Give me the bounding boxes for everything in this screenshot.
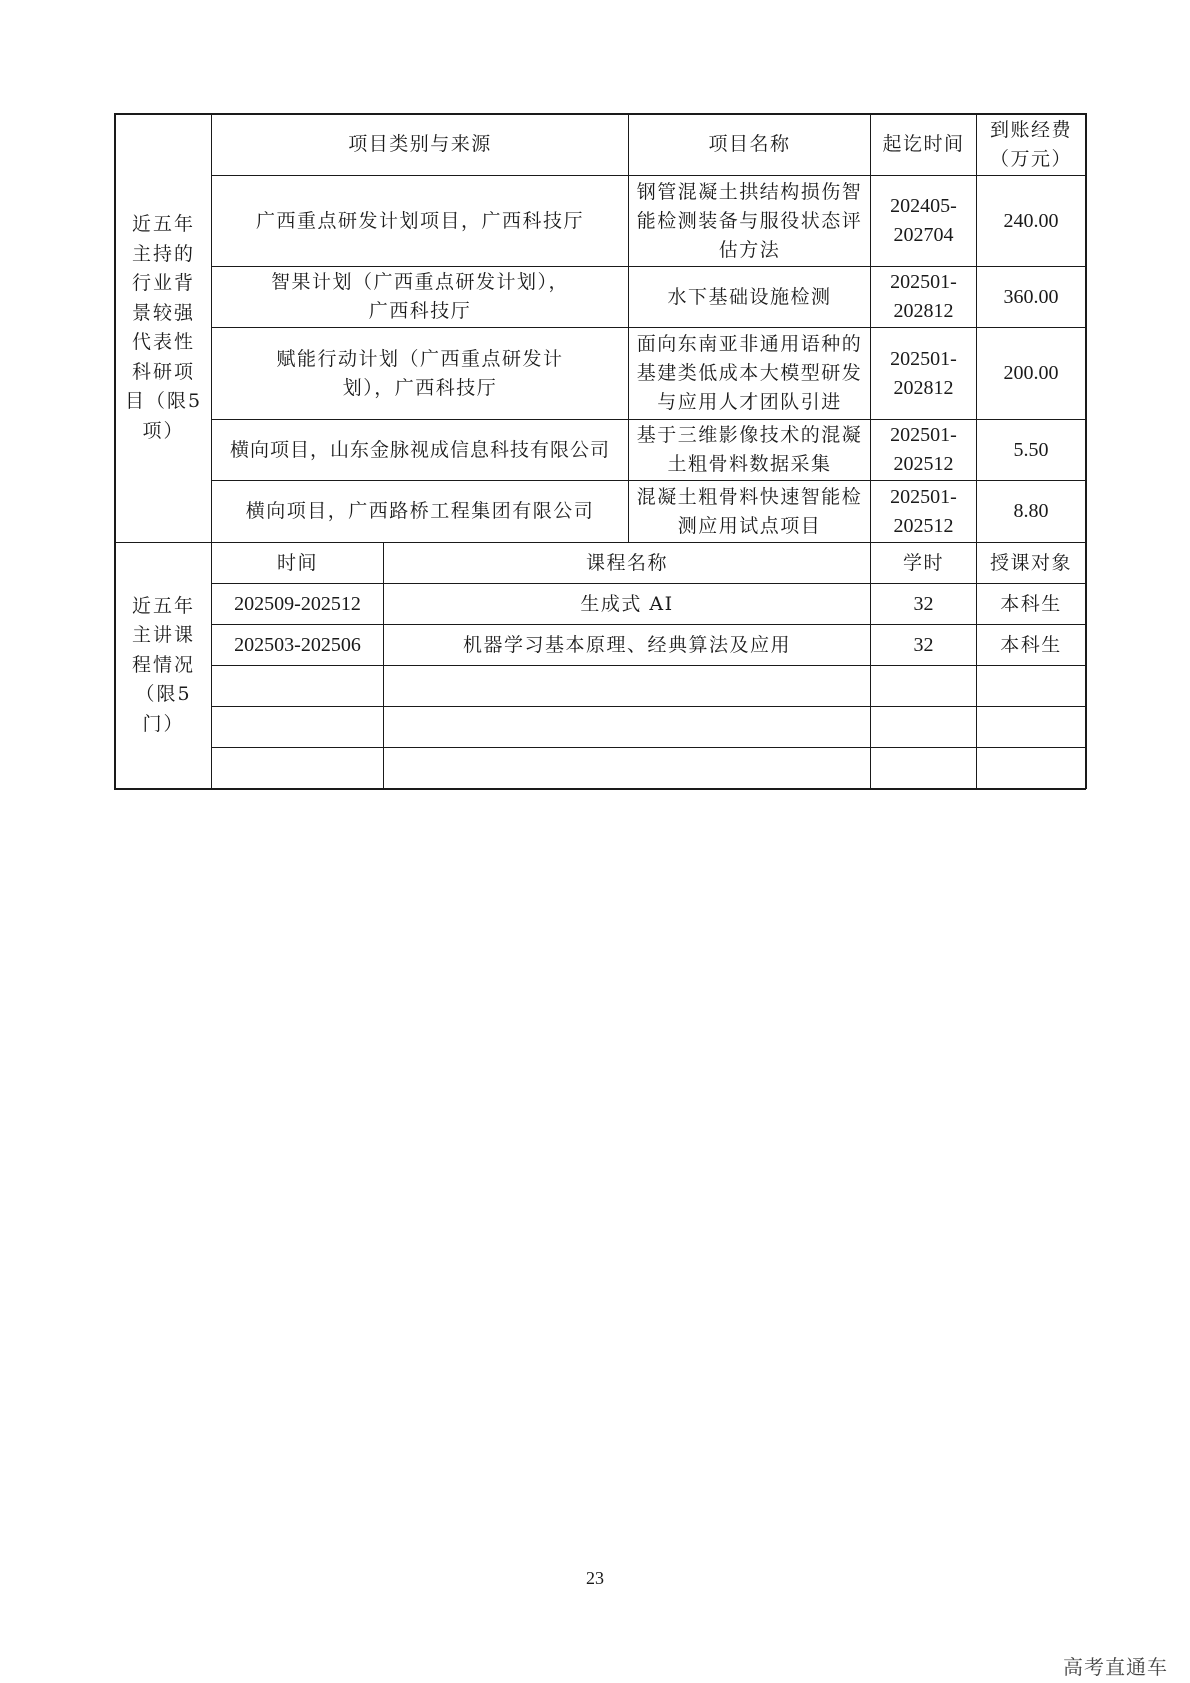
table-border-bottom: [114, 788, 1086, 790]
project-name: 面向东南亚非通用语种的基建类低成本大模型研发与应用人才团队引进: [636, 333, 863, 413]
course-name: 机器学习基本原理、经典算法及应用: [462, 633, 791, 656]
research-section-label: 近五年主持的行业背景较强代表性科研项目（限5项）: [124, 213, 203, 442]
project-period: 202501-202812: [890, 271, 957, 322]
table-rule: [212, 665, 1086, 666]
project-period: 202405-202704: [890, 195, 957, 246]
watermark: 高考直通车: [1063, 1655, 1168, 1679]
project-name: 基于三维影像技术的混凝土粗骨料数据采集: [636, 424, 863, 475]
page-number: 23: [586, 1568, 604, 1588]
courses-section-label: 近五年主讲课程情况（限5门）: [131, 594, 195, 735]
project-funding: 360.00: [1003, 285, 1059, 308]
project-funding: 8.80: [1013, 500, 1049, 522]
project-source: 横向项目，广西路桥工程集团有限公司: [245, 500, 595, 522]
header-course-name: 课程名称: [585, 551, 668, 574]
header-period: 起讫时间: [882, 133, 965, 155]
table-rule: [212, 706, 1086, 707]
header-course-audience: 授课对象: [989, 551, 1072, 574]
project-period: 202501-202512: [890, 424, 957, 475]
course-name: 生成式 AI: [580, 592, 674, 615]
project-funding: 240.00: [1003, 209, 1059, 232]
header-project-name: 项目名称: [708, 133, 791, 155]
header-course-time: 时间: [276, 551, 318, 574]
project-name: 混凝土粗骨料快速智能检测应用试点项目: [636, 485, 863, 537]
course-hours: 32: [913, 633, 934, 656]
course-audience: 本科生: [1000, 592, 1062, 615]
project-source: 赋能行动计划（广西重点研发计划），广西科技厅: [276, 347, 564, 399]
project-period: 202501-202512: [890, 485, 957, 537]
project-source: 智果计划（广西重点研发计划），广西科技厅: [270, 271, 569, 322]
table-border-right: [1085, 113, 1087, 789]
project-funding: 5.50: [1013, 438, 1049, 461]
header-funding: 到账经费（万元）: [989, 118, 1072, 170]
project-name: 水下基础设施检测: [667, 285, 832, 308]
course-time: 202509-202512: [234, 592, 361, 615]
header-project-source: 项目类别与来源: [348, 133, 492, 155]
table-rule: [212, 747, 1086, 748]
header-course-hours: 学时: [902, 551, 944, 574]
project-period: 202501-202812: [890, 347, 957, 399]
course-time: 202503-202506: [234, 633, 361, 656]
project-funding: 200.00: [1003, 362, 1059, 384]
course-hours: 32: [913, 592, 934, 615]
course-audience: 本科生: [1000, 633, 1062, 656]
project-source: 广西重点研发计划项目，广西科技厅: [255, 209, 584, 232]
project-name: 钢管混凝土拱结构损伤智能检测装备与服役状态评估方法: [636, 180, 863, 261]
project-source: 横向项目，山东金脉视成信息科技有限公司: [229, 438, 610, 461]
